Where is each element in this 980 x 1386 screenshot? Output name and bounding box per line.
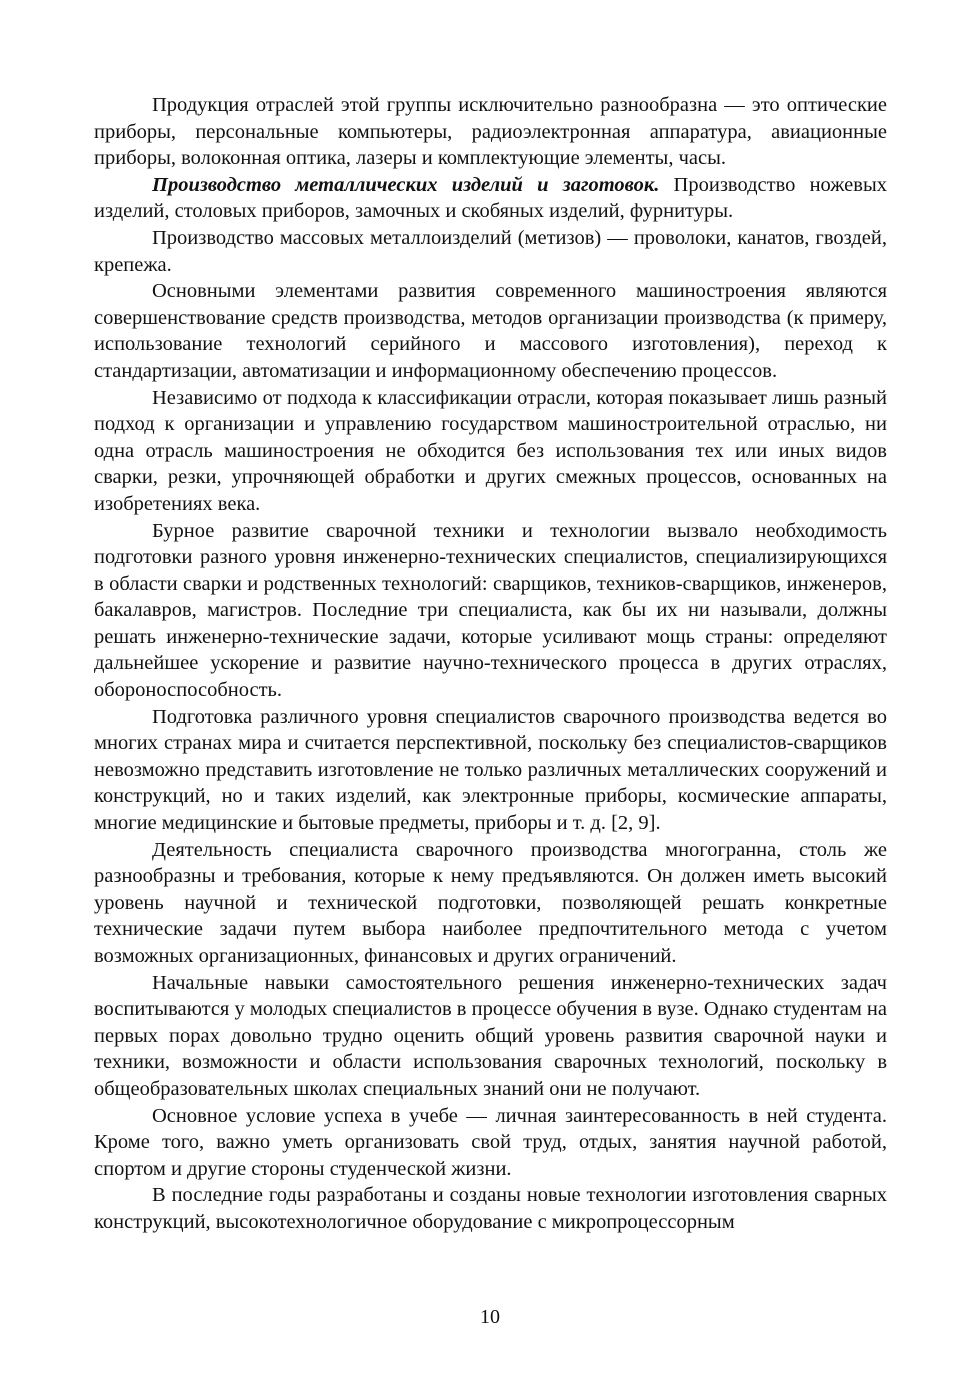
paragraph: Бурное развитие сварочной техники и технологии вызвало необходимость подготовки разного уровня инженерно-технических специалистов, специализирующихся в области сварки и родственных технологий: сварщиков, техников-сварщиков, инженеров, бакалавров, магистров. Последние три специалиста, как бы их ни называли, должны решать инженерно-технические задачи, которые усиливают мощь страны: определяют дальнейшее ускорение и развитие научно-технического процесса в других отраслях, обороноспособность. xyxy=(94,519,887,702)
paragraph: Производство массовых металлоизделий (метизов) — проволоки, канатов, гвоздей, крепежа. xyxy=(94,226,887,276)
paragraph: Начальные навыки самостоятельного решения инженерно-технических задач воспитываются у молодых специалистов в процессе обучения в вузе. Однако студентам на первых порах довольно трудно оценить общий уровень развития сварочной науки и техники, возможности и области использования сварочных технологий, поскольку в общеобразовательных школах специальных знаний они не получают. xyxy=(94,971,887,1100)
paragraph: Деятельность специалиста сварочного производства многогранна, столь же разнообразны и требования, которые к нему предъявляются. Он должен иметь высокий уровень научной и технической подготовки, позволяющей решать конкретные технические задачи путем выбора наиболее предпочтительного метода с учетом возможных организационных, финансовых и других ограничений. xyxy=(94,838,887,967)
paragraph: Основными элементами развития современного машиностроения являются совершенствование средств производства, методов организации производства (к примеру, использование технологий серийного и массового изготовления), переход к стандартизации, автоматизации и информационному обеспечению процессов. xyxy=(94,280,887,382)
paragraph-text: Производство ножевых изделий, столовых приборов, замочных и скобяных изделий, фурнитуры. xyxy=(94,173,887,223)
paragraph: Продукция отраслей этой группы исключительно разнообразна — это оптические приборы, персональные компьютеры, радиоэлектронная аппаратура, авиационные приборы, волоконная оптика, лазеры и комплектующие элементы, часы. xyxy=(94,94,887,170)
run-in-heading: Производство металлических изделий и заготовок. xyxy=(152,173,660,196)
document-body xyxy=(94,92,887,1236)
page-number: 10 xyxy=(480,1306,500,1328)
paragraph xyxy=(94,172,887,225)
paragraph: Основное условие успеха в учебе — личная заинтересованность в ней студента. Кроме того, важно уметь организовать свой труд, отдых, занятия научной работой, спортом и другие стороны студенческой жизни. xyxy=(94,1104,887,1180)
paragraph: Подготовка различного уровня специалистов сварочного производства ведется во многих странах мира и считается перспективной, поскольку без специалистов-сварщиков невозможно представить изготовление не только различных металлических сооружений и конструкций, но и таких изделий, как электронные приборы, космические аппараты, многие медицинские и бытовые предметы, приборы и т. д. [2, 9]. xyxy=(94,705,887,835)
paragraph: В последние годы разработаны и созданы новые технологии изготовления сварных конструкций, высокотехнологичное оборудование с микропроцессорным xyxy=(94,1184,887,1233)
paragraph: Независимо от подхода к классификации отрасли, которая показывает лишь разный подход к организации и управлению государством машиностроительной отраслью, ни одна отрасль машиностроения не обходится без использования тех или иных видов сварки, резки, упрочняющей обработки и других смежных процессов, основанных на изобретениях века. xyxy=(94,386,887,515)
